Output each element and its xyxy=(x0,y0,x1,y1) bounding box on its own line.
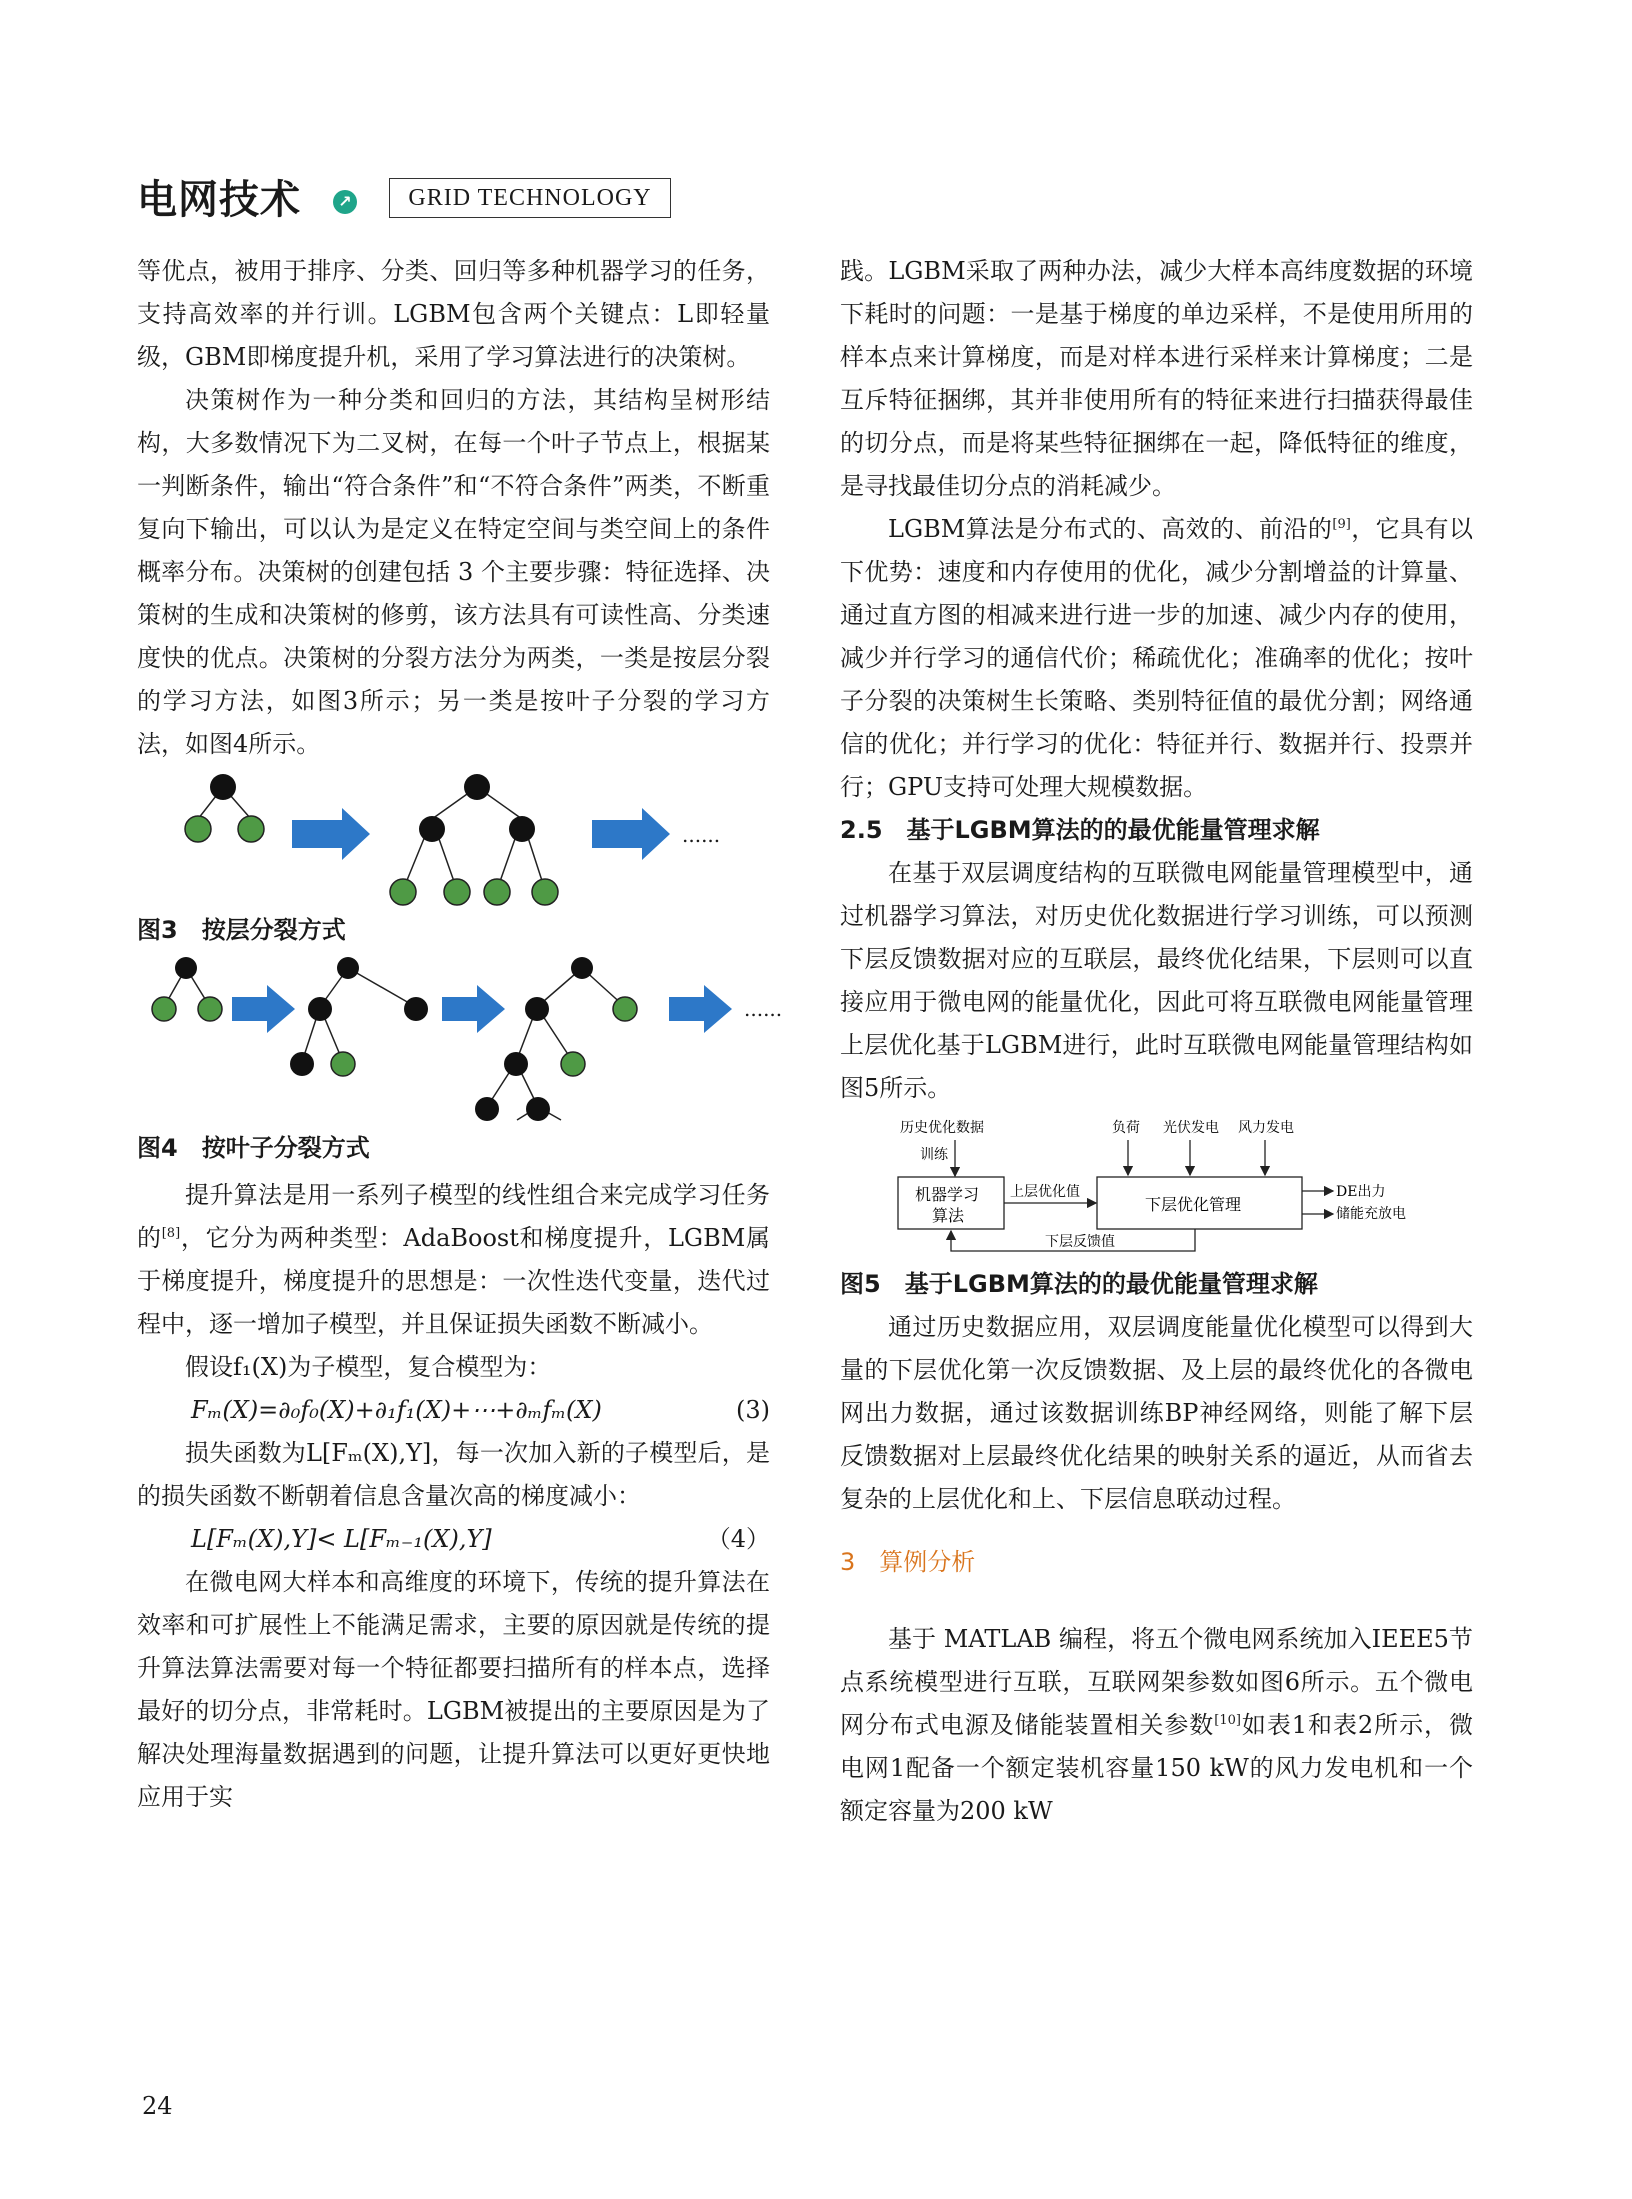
tree-node-green xyxy=(198,997,222,1021)
journal-brand: 电网技术 xyxy=(137,177,301,223)
figure-3-ellipsis: ...... xyxy=(682,823,721,847)
right-arrow-icon xyxy=(669,985,732,1033)
arrow-badge-icon: ↗ xyxy=(333,190,357,214)
tree-node-green xyxy=(613,997,637,1021)
fig5-storage-label: 储能充放电 xyxy=(1336,1206,1406,1222)
tree-node-green xyxy=(561,1052,585,1076)
left-paragraph-4: 假设f₁(X)为子模型，复合模型为： xyxy=(185,1353,552,1381)
fig5-load-label: 负荷 xyxy=(1112,1120,1140,1136)
right-paragraph-1: 践。LGBM采取了两种办法，减少大样本高纬度数据的环境下耗时的问题：一是基于梯度的单边采样，不是使用所用的样本点来计算梯度，而是对样本进行采样来计算梯度；二是互斥特征捆绑，其并非使用所有的特征来进行扫描获得最佳的切分点，而是将某些特征捆绑在一起，降低特征的维度，是寻找最佳切分点的消耗减少。 xyxy=(840,257,1473,500)
tree-node-dark xyxy=(504,1052,528,1076)
citation-9: [9] xyxy=(1332,517,1351,532)
citation-10: [10] xyxy=(1214,1713,1241,1728)
tree-node-green xyxy=(331,1052,355,1076)
tree-node-dark xyxy=(210,774,236,800)
fig5-history-label: 历史优化数据 xyxy=(900,1120,984,1136)
tree-node-green xyxy=(484,879,510,905)
fig5-upper-value-label: 上层优化值 xyxy=(1010,1184,1080,1200)
right-arrow-icon xyxy=(442,985,505,1033)
left-column xyxy=(137,250,783,1819)
left-paragraph-3 xyxy=(137,1174,770,1346)
tree-node-dark xyxy=(525,997,549,1021)
figure-3-diagram xyxy=(137,772,770,907)
tree-node-dark xyxy=(308,997,332,1021)
fig5-wind-label: 风力发电 xyxy=(1238,1120,1294,1136)
tree-node-green xyxy=(238,816,264,842)
tree-node-dark xyxy=(290,1052,314,1076)
fig5-de-output-label: DE出力 xyxy=(1336,1184,1386,1200)
tree-node-green xyxy=(390,879,416,905)
section-3-heading: 3 算例分析 xyxy=(840,1548,976,1576)
journal-brand-english: GRID TECHNOLOGY xyxy=(389,178,671,218)
fig5-feedback-label: 下层反馈值 xyxy=(1045,1234,1115,1250)
right-paragraph-5-text-b: 如表1和表2所示，微电网1配备一个额定装机容量150 kW的风力发电机和一个额定容量为200 kW xyxy=(840,1711,1473,1825)
right-arrow-icon xyxy=(232,985,295,1033)
left-paragraph-2: 决策树作为一种分类和回归的方法，其结构呈树形结构，大多数情况下为二叉树，在每一个叶子节点上，根据某一判断条件，输出“符合条件”和“不符合条件”两类，不断重复向下输出，可以认为是定义在特定空间与类空间上的条件概率分布。决策树的创建包括 3 个主要步骤：特征选择、决策树的生成和决策树的修剪，该方法具有可读性高、分类速度快的优点。决策树的分裂方法分为两类，一类是按层分裂的学习方法，如图3所示；另一类是按叶子分裂的学习方法，如图4所示。 xyxy=(137,386,770,758)
figure-3-caption: 图3 按层分裂方式 xyxy=(137,916,346,944)
equation-4-body: L[Fₘ(X),Y]< L[Fₘ₋₁(X),Y] xyxy=(191,1525,492,1553)
fig5-lower-box-label: 下层优化管理 xyxy=(1145,1195,1242,1214)
figure-4-diagram xyxy=(137,952,783,1127)
figure-4 xyxy=(137,952,783,1127)
tree-node-dark xyxy=(419,816,445,842)
fig5-train-label: 训练 xyxy=(920,1147,948,1163)
figure-5 xyxy=(840,1114,1473,1259)
equation-3-body: Fₘ(X)=∂₀f₀(X)+∂₁f₁(X)+⋯+∂ₘfₘ(X) xyxy=(191,1396,602,1424)
right-paragraph-5 xyxy=(840,1618,1473,1833)
tree-node-green xyxy=(532,879,558,905)
right-column xyxy=(840,250,1473,1833)
right-paragraph-2-text-b: ，它具有以下优势：速度和内存使用的优化，减少分割增益的计算量、通过直方图的相减来进行进一步的加速、减少内存的使用，减少并行学习的通信代价；稀疏优化；准确率的优化；按叶子分裂的决策树生长策略、类别特征值的最优分割；网络通信的优化；并行学习的优化：特征并行、数据并行、投票并行；GPU支持可处理大规模数据。 xyxy=(840,515,1473,801)
tree-node-dark xyxy=(175,957,197,979)
figure-4-ellipsis: ...... xyxy=(744,997,783,1021)
tree-node-dark xyxy=(404,997,428,1021)
journal-header xyxy=(137,172,697,230)
page-number: 24 xyxy=(142,2092,173,2120)
figure-3 xyxy=(137,772,770,907)
equation-3 xyxy=(137,1389,770,1432)
tree-node-green xyxy=(152,997,176,1021)
right-arrow-icon xyxy=(592,808,670,860)
right-paragraph-4: 通过历史数据应用，双层调度能量优化模型可以得到大量的下层优化第一次反馈数据、及上层的最终优化的各微电网出力数据，通过该数据训练BP神经网络，则能了解下层反馈数据对上层最终优化结果的映射关系的逼近，从而省去复杂的上层优化和上、下层信息联动过程。 xyxy=(840,1313,1473,1513)
tree-node-dark xyxy=(571,957,593,979)
equation-4-number: （4） xyxy=(706,1525,770,1553)
figure-5-caption: 图5 基于LGBM算法的的最优能量管理求解 xyxy=(840,1270,1318,1298)
left-paragraph-3-text-b: ，它分为两种类型：AdaBoost和梯度提升，LGBM属于梯度提升，梯度提升的思想是：一次性迭代变量，迭代过程中，逐一增加子模型，并且保证损失函数不断减小。 xyxy=(137,1224,771,1338)
section-2-5-heading: 2.5 基于LGBM算法的的最优能量管理求解 xyxy=(840,816,1320,844)
fig5-ml-box-line2: 算法 xyxy=(932,1206,965,1225)
fig5-ml-box-line1: 机器学习 xyxy=(915,1185,980,1204)
left-paragraph-3-text-a: 提升算法是用一系列子模型的线性组合来完成学习任务的 xyxy=(137,1181,770,1252)
right-paragraph-3: 在基于双层调度结构的互联微电网能量管理模型中，通过机器学习算法，对历史优化数据进行学习训练，可以预测下层反馈数据对应的互联层，最终优化结果，下层则可以直接应用于微电网的能量优化，因此可将互联微电网能量管理上层优化基于LGBM进行，此时互联微电网能量管理结构如图5所示。 xyxy=(840,859,1473,1102)
tree-node-dark xyxy=(464,774,490,800)
left-paragraph-1: 等优点，被用于排序、分类、回归等多种机器学习的任务，支持高效率的并行训。LGBM包含两个关键点：L即轻量级，GBM即梯度提升机，采用了学习算法进行的决策树。 xyxy=(137,257,770,371)
tree-node-dark xyxy=(475,1097,499,1121)
left-paragraph-6: 在微电网大样本和高维度的环境下，传统的提升算法在效率和可扩展性上不能满足需求，主要的原因就是传统的提升算法算法需要对每一个特征都要扫描所有的样本点，选择最好的切分点，非常耗时。LGBM被提出的主要原因是为了解决处理海量数据遇到的问题，让提升算法可以更好更快地应用于实 xyxy=(137,1568,770,1811)
right-paragraph-5-text-a: 基于 MATLAB 编程，将五个微电网系统加入IEEE5节点系统模型进行互联，互联网架参数如图6所示。五个微电网分布式电源及储能装置相关参数 xyxy=(840,1625,1473,1739)
tree-node-dark xyxy=(337,957,359,979)
fig5-pv-label: 光伏发电 xyxy=(1163,1120,1219,1136)
tree-node-green xyxy=(185,816,211,842)
right-paragraph-2-text-a: LGBM算法是分布式的、高效的、前沿的 xyxy=(888,515,1333,543)
figure-4-caption: 图4 按叶子分裂方式 xyxy=(137,1134,370,1162)
equation-3-number: (3) xyxy=(736,1396,770,1424)
left-paragraph-5: 损失函数为L[Fₘ(X),Y]，每一次加入新的子模型后，是的损失函数不断朝着信息含量次高的梯度减小： xyxy=(137,1439,770,1510)
right-paragraph-2 xyxy=(840,508,1473,809)
tree-node-dark xyxy=(509,816,535,842)
equation-4 xyxy=(137,1518,770,1561)
right-arrow-icon xyxy=(292,808,370,860)
figure-5-diagram xyxy=(840,1114,1473,1259)
tree-node-dark xyxy=(526,1097,550,1121)
tree-node-green xyxy=(444,879,470,905)
citation-8: [8] xyxy=(161,1226,181,1241)
